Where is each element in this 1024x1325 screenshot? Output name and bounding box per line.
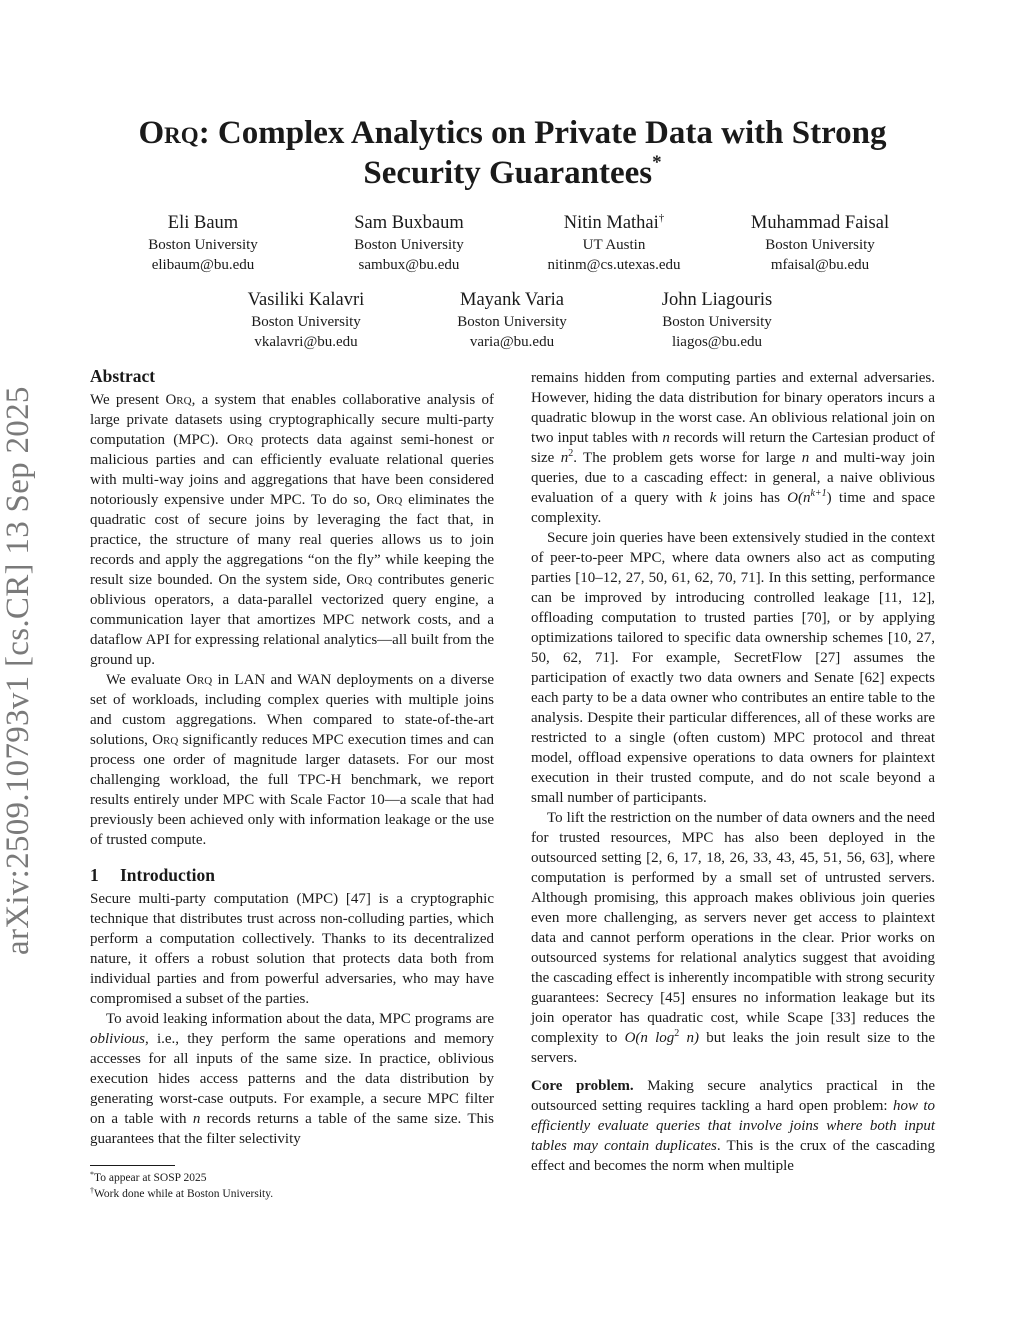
author-block bbox=[607, 288, 827, 352]
author-email: mfaisal@bu.edu bbox=[770, 257, 870, 273]
body-paragraph: remains hidden from computing parties and external adversaries. However, hiding the data distribution for binary operators incurs a quadratic blowup in the worst case. An oblivious relational join on two input tables with n records will return the Cartesian product of size $n^2$. The problem gets worse for large n and multi-way join queries, due to a cascading effect: in general, a naive oblivious evaluation of a query with k joins has $O(n^{k+1})$ time and space complexity. bbox=[531, 370, 935, 526]
author-name: Vasiliki Kalavri bbox=[247, 290, 365, 310]
arxiv-identifier: arXiv:2509.10793v1 [cs.CR] 13 Sep 2025 bbox=[0, 386, 36, 955]
footnote: *To appear at SOSP 2025 bbox=[90, 1170, 207, 1184]
right-column bbox=[531, 368, 935, 1176]
paragraph-lead: Core problem. bbox=[531, 1078, 634, 1094]
author-block bbox=[710, 211, 930, 275]
author-block bbox=[196, 288, 416, 352]
footnote-divider bbox=[90, 1165, 175, 1166]
author-affiliation: Boston University bbox=[662, 314, 772, 330]
author-email: nitinm@cs.utexas.edu bbox=[547, 257, 681, 273]
author-email: liagos@bu.edu bbox=[671, 334, 763, 350]
body-paragraph: To lift the restriction on the number of data owners and the need for trusted resources, MPC has also been deployed in the outsourced setting [2, 6, 17, 18, 26, 33, 43, 45, 51, 56, 63], where computation is performed by a small set of untrusted servers. Although promising, this approach makes oblivious join queries even more challenging, as servers never get access to plaintext data and cannot perform operations in the clear. Prior works on outsourced systems for relational analytics suggest that avoiding the cascading effect is inherently incompatible with strong security guarantees: Secrecy [45] ensures no information leakage but its join operator has quadratic cost, while Scape [33] reduces the complexity to O(n $\log^2 n$) but leaks the join result size to the servers. bbox=[531, 810, 935, 1066]
author-email: vkalavri@bu.edu bbox=[254, 334, 358, 350]
author-affiliation: Boston University bbox=[251, 314, 361, 330]
author-affiliation: Boston University bbox=[148, 237, 258, 253]
author-email: varia@bu.edu bbox=[469, 334, 555, 350]
author-block bbox=[93, 211, 313, 275]
footnote: †Work done while at Boston University. bbox=[90, 1186, 274, 1200]
left-column bbox=[90, 365, 494, 1149]
body-paragraph: Secure join queries have been extensively studied in the context of peer-to-peer MPC, where data owners also act as computing parties [10–12, 27, 50, 61, 62, 70, 71]. In this setting, performance can be improved by introducing controlled leakage [11, 12], offloading computation to trusted parties [70], or by applying optimizations tailored to specific data ownership schemes [10, 27, 50, 62, 71]. For example, SecretFlow [27] assumes the participation of exactly two data owners and Senate [62] expects each party to be a data owner who contributes an entire table to the analysis. Despite their particular differences, all of these works are restricted to a single (often custom) MPC protocol and threat model, offload expensive operations to data owners for plaintext execution in their trusted compute, and do not scale beyond a small number of participants. bbox=[531, 530, 935, 806]
title-text: : Complex Analytics on Private Data with Strong Security Guarantees bbox=[198, 115, 887, 191]
abstract-paragraph: We evaluate Orq in LAN and WAN deployments on a diverse set of workloads, including complex queries with multiple joins and custom aggregations. When compared to state-of-the-art solutions, Orq significantly reduces MPC execution times and can process one order of magnitude larger datasets. For our most challenging workload, the full TPC-H benchmark, we report results entirely under MPC with Scale Factor 10—a scale that had previously been achieved only with information leakage or the use of trusted compute. bbox=[90, 672, 494, 848]
footnotes bbox=[90, 1170, 273, 1202]
intro-paragraph: To avoid leaking information about the data, MPC programs are oblivious, i.e., they perform the same operations and memory accesses for all inputs of the same size. In practice, oblivious execution hides access patterns and the data distribution by generating worst-case outputs. For example, a secure MPC filter on a table with n records returns a table of the same size. This guarantees that the filter selectivity bbox=[90, 1011, 494, 1147]
abstract-paragraph: We present Orq, a system that enables collaborative analysis of large private datasets using cryptographically secure multi-party computation (MPC). Orq protects data against semi-honest or malicious parties and can efficiently evaluate relational queries with multi-way joins and aggregations that have been considered notoriously expensive under MPC. To do so, Orq eliminates the quadratic cost of secure joins by leveraging the fact that, in practice, the structure of many real queries allows us to join records and apply the aggregations “on the fly” while keeping the result size bounded. On the system side, Orq contributes generic oblivious operators, a data-parallel vectorized query engine, a communication layer that amortizes MPC network costs, and a dataflow API for expressing relational analytics—all built from the ground up. bbox=[90, 392, 494, 668]
author-block bbox=[504, 211, 724, 275]
author-affiliation: Boston University bbox=[765, 237, 875, 253]
author-name: Muhammad Faisal bbox=[750, 213, 890, 233]
author-name: Nitin Mathai† bbox=[563, 212, 665, 233]
body-paragraph: Core problem. Making secure analytics practical in the outsourced setting requires tackling a hard open problem: how to efficiently evaluate queries that involve joins where both input tables may contain duplicates. This is the crux of the cascading effect and becomes the norm when multiple bbox=[531, 1078, 935, 1174]
author-name: Mayank Varia bbox=[460, 290, 564, 310]
author-affiliation: Boston University bbox=[354, 237, 464, 253]
author-affiliation: UT Austin bbox=[582, 237, 646, 253]
author-block bbox=[402, 288, 622, 352]
author-block bbox=[299, 211, 519, 275]
author-footnote-mark: † bbox=[658, 212, 665, 224]
title-footnote-mark: * bbox=[652, 152, 662, 173]
paper-title bbox=[90, 113, 935, 193]
title-system-name: Orq bbox=[138, 115, 199, 151]
author-email: sambux@bu.edu bbox=[358, 257, 460, 273]
author-name: Sam Buxbaum bbox=[354, 213, 464, 233]
author-name: John Liagouris bbox=[661, 290, 773, 310]
author-affiliation: Boston University bbox=[457, 314, 567, 330]
intro-paragraph: Secure multi-party computation (MPC) [47] is a cryptographic technique that distributes trust across non-colluding parties, which perform a computation collectively. Thanks to its decentralized nature, it offers a robust solution that protects data both from individual parties and from powerful adversaries, who may have compromised a subset of the parties. bbox=[90, 891, 494, 1007]
abstract-heading: Abstract bbox=[90, 366, 156, 386]
author-name: Eli Baum bbox=[167, 213, 239, 233]
section-heading-introduction: 1 Introduction bbox=[90, 865, 215, 885]
author-email: elibaum@bu.edu bbox=[151, 257, 255, 273]
